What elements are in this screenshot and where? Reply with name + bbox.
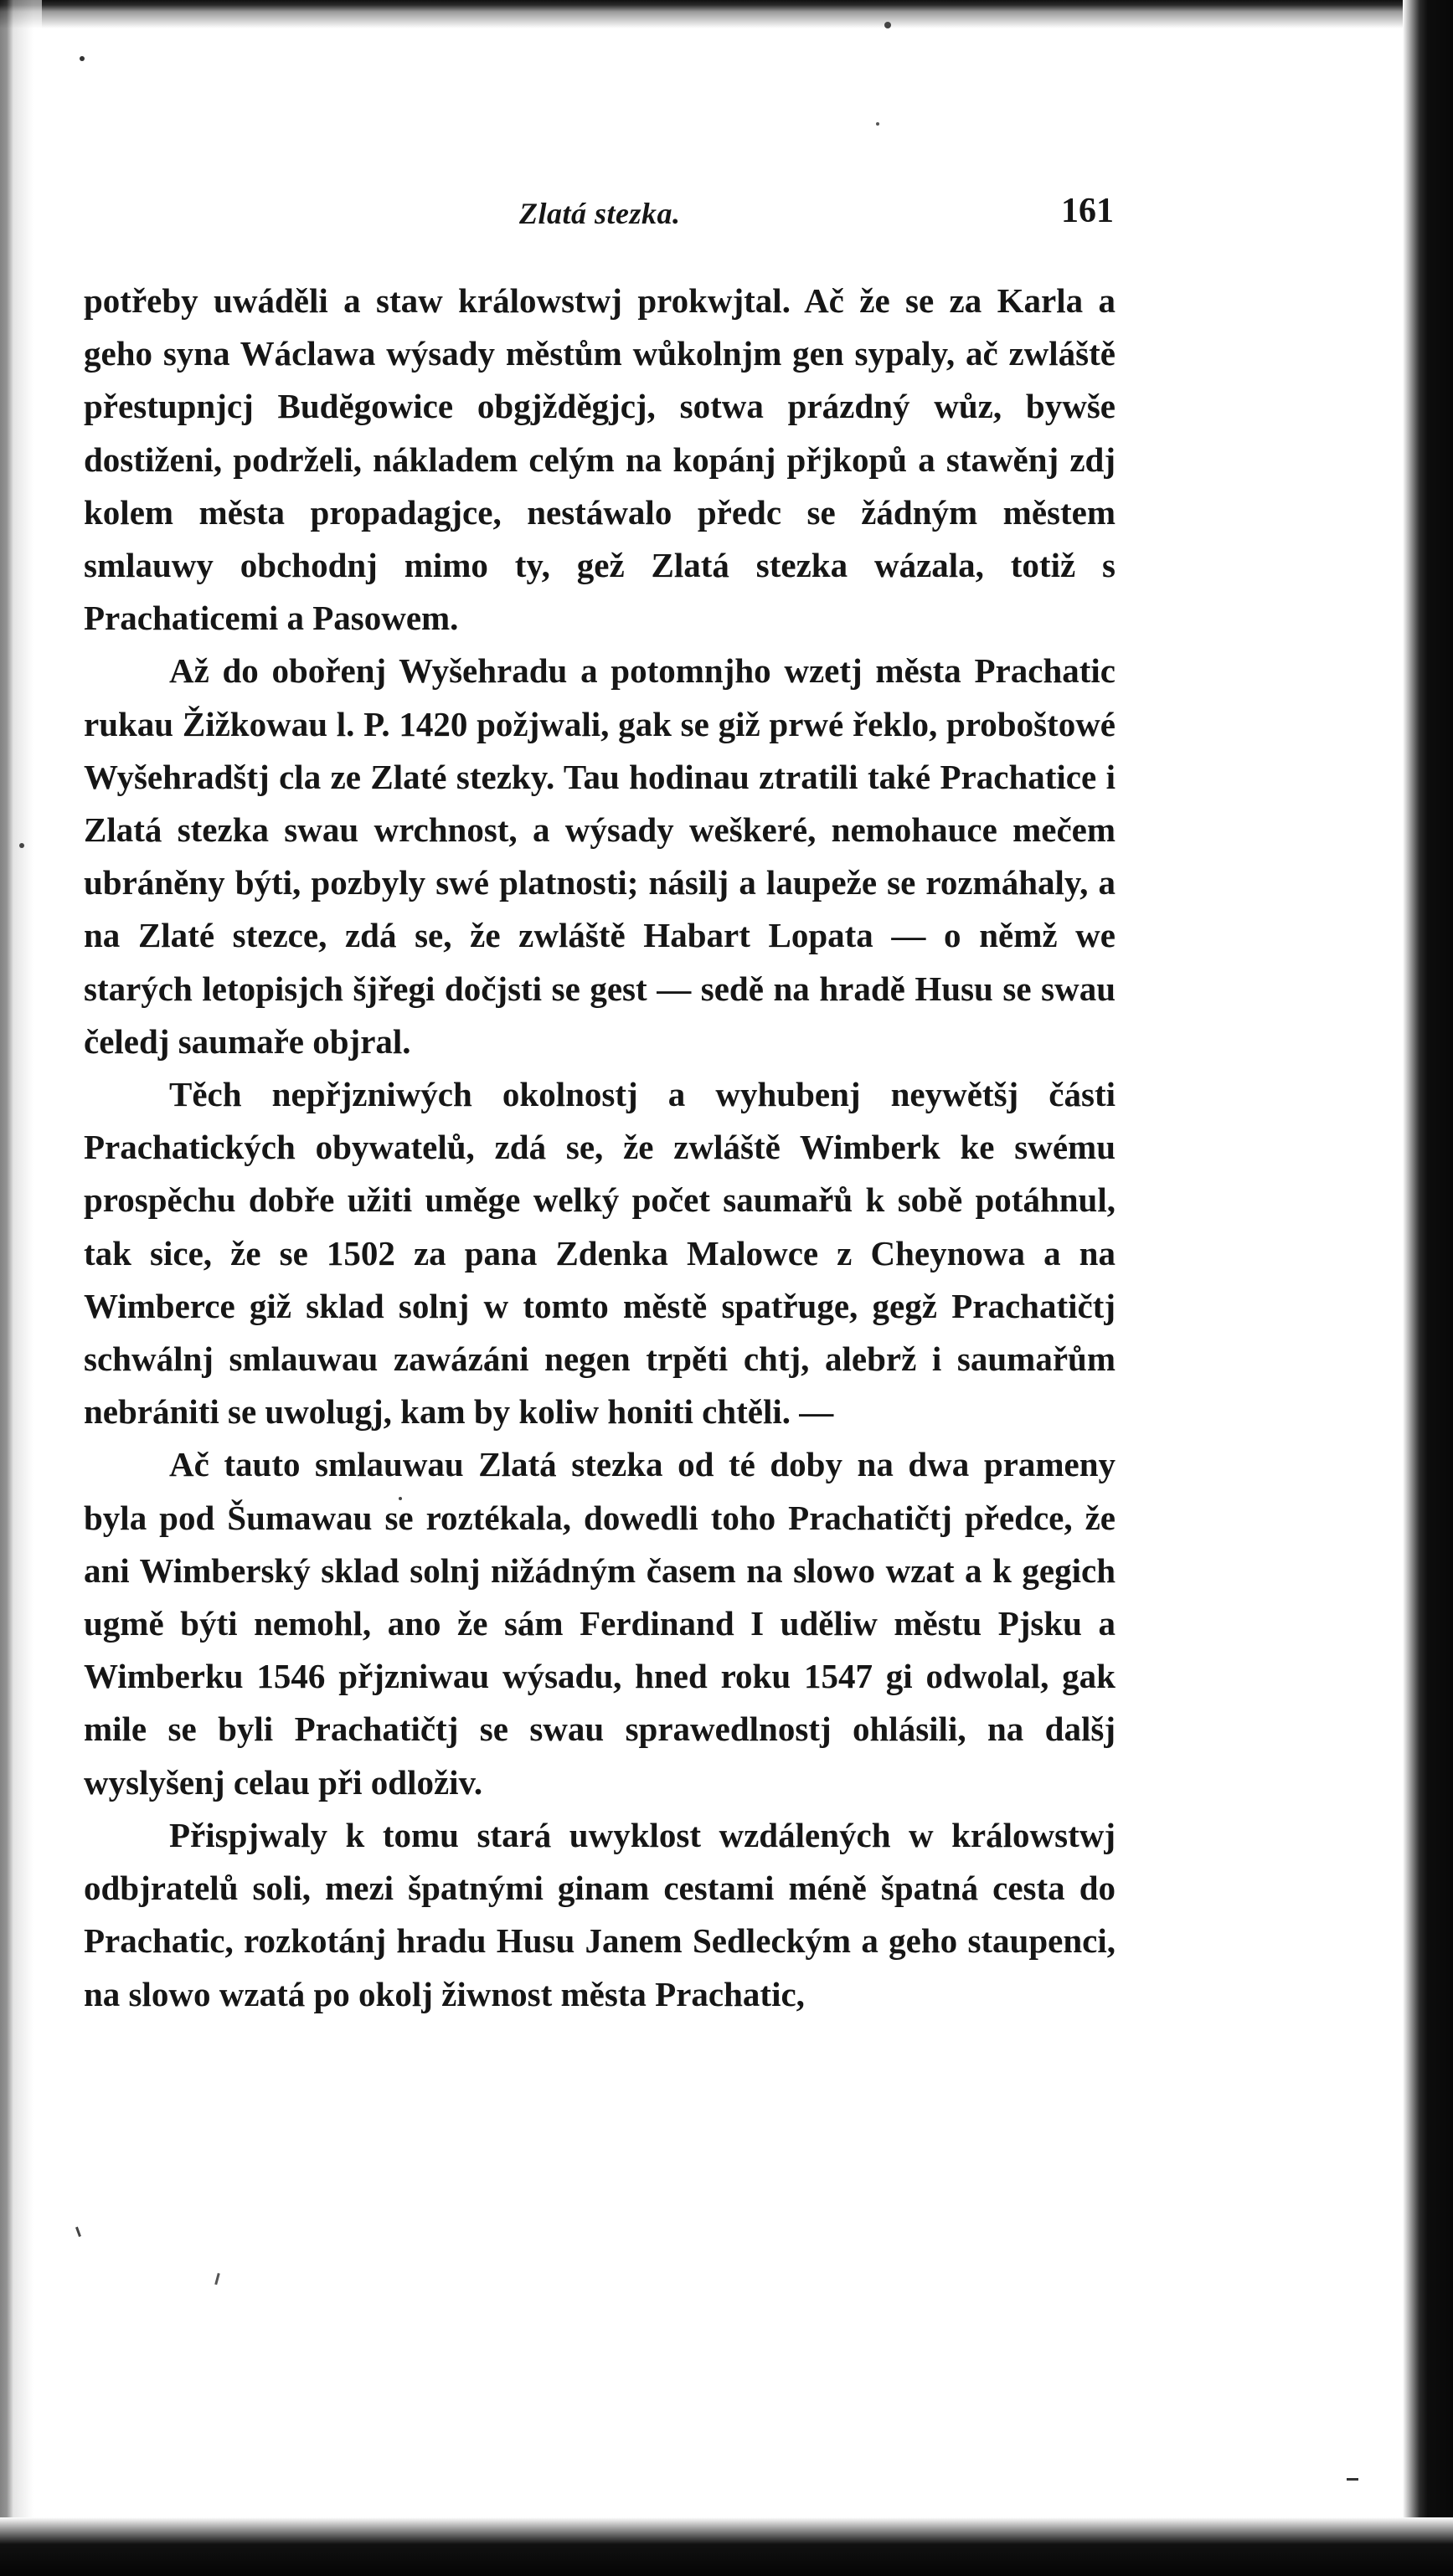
running-title: Zlatá stezka. <box>519 197 681 230</box>
paragraph-3: Těch nepřjzniwých okolnostj a wyhubenj neywětšj části Prachatických obywatelů, zdá se, že zwláště Wimberk ke swému prospěchu dobře užiti uměge welký počet saumařů k sobě potáhnul, tak sice, že se 1502 za pana Zdenka Malowce z Cheynowa a na Wimberce giž sklad solnj w tomto městě spatřuge, gegž Prachatičtj schwálnj smlauwau zawázáni negen trpěti chtj, alebrž i saumařům nebrániti se uwolugj, kam by koliw honiti chtěli. — <box>84 1075 1116 1432</box>
paragraph-4: Ač tauto smlauwau Zlatá stezka od té doby na dwa prameny byla pod Šumawau se roztékala, dowedli toho Prachatičtj předce, že ani Wimberský sklad solnj nižádným časem na slowo wzat a k gegich ugmě býti nemohl, ano že sám Ferdinand I uděliw městu Pjsku a Wimberku 1546 přjzniwau wýsadu, hned roku 1547 gi odwolal, gak mile se byli Prachatičtj se swau sprawedlnostj ohlásili, na dalšj wyslyšenj celau při odloživ. <box>84 1445 1116 1802</box>
paragraph-1: potřeby uwáděli a staw králowstwj prokwjtal. Ač že se za Karla a geho syna Wáclawa wýsady městům wůkolnjm gen sypaly, ač zwláště přestupnjcj Budĕgowice obgjžděgjcj, sotwa prázdný wůz, bywše dostiženi, podrželi, nákladem celým na kopánj přjkopů a stawěnj zdj kolem města propadagjce, nestáwalo předc se žádným městem smlauwy obchodnj mimo ty, gež Zlatá stezka wázala, totiž s Prachaticemi a Pasowem. <box>84 281 1116 638</box>
paragraph-5: Přispjwaly k tomu stará uwyklost wzdálených w králowstwj odbjratelů soli, mezi špatnými ginam cestami méně špatná cesta do Prachatic, rozkotánj hradu Husu Janem Sedleckým a geho staupenci, na slowo wzatá po okolj žiwnost města Prachatic, <box>84 1815 1116 2013</box>
page-number: 161 <box>1061 192 1114 230</box>
paragraph-2: Až do obořenj Wyšehradu a potomnjho wzetj města Prachatic rukau Žižkowau l. P. 1420 požjwali, gak se giž prwé řeklo, proboštowé Wyšehradštj cla ze Zlaté stezky. Tau hodinau ztratili také Prachatice i Zlatá stezka swau wrchnost, a wýsady weškeré, nemohauce mečem ubráněny býti, pozbyly swé platnosti; násilj a laupeže se rozmáhaly, a na Zlaté stezce, zdá se, že zwláště Habart Lopata — o němž we starých letopisjch šjřegi dočjsti se gest — sedě na hradě Husu se swau čeledj saumaře objral. <box>84 651 1116 1061</box>
body-text <box>84 275 1116 2021</box>
page-header <box>84 191 1114 241</box>
